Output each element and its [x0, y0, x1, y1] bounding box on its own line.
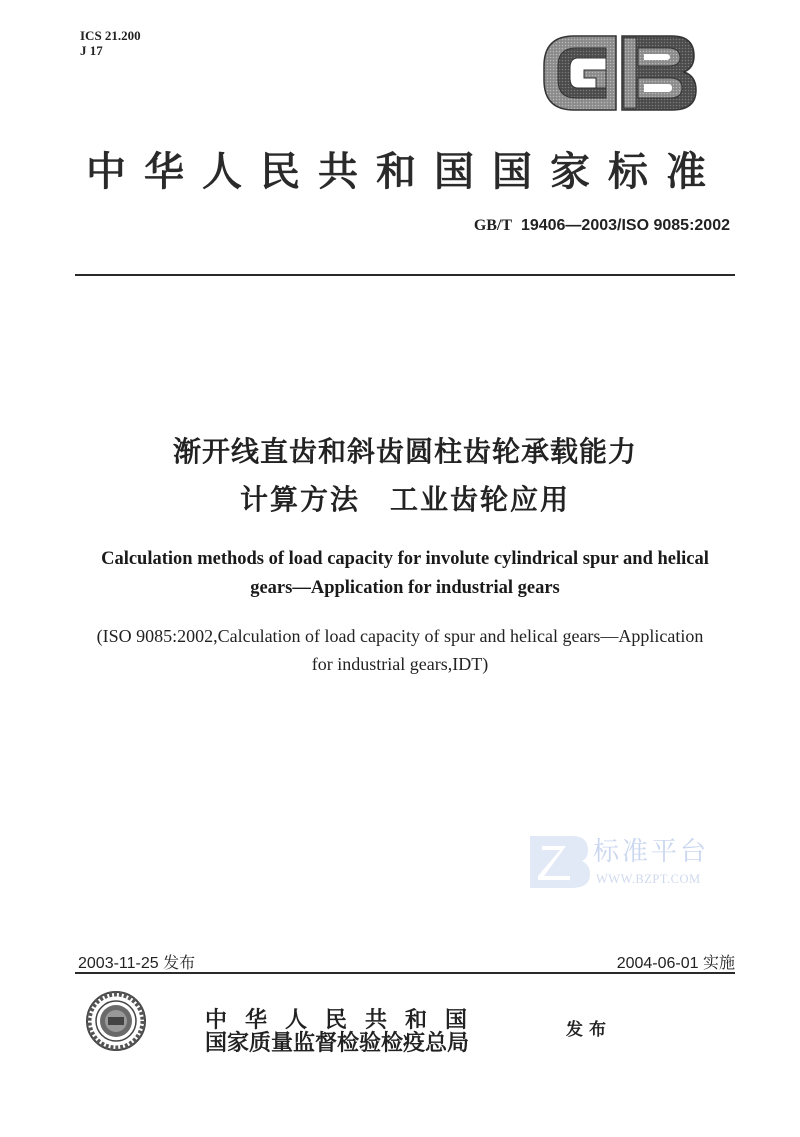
issue-action: 发布	[566, 1020, 612, 1040]
gb-logo-icon	[540, 32, 698, 114]
classification-codes	[80, 28, 141, 58]
watermark-brand: 标准平台	[593, 837, 710, 867]
standard-prefix: GB/T	[473, 217, 513, 234]
english-title: Calculation methods of load capacity for involute cylindrical spur and helical gears—Application for industrial gears	[101, 549, 709, 598]
chinese-title-line-1: 渐开线直齿和斜齿圆柱齿轮承载能力	[172, 435, 637, 468]
iso-equivalence-note: (ISO 9085:2002,Calculation of load capacity of spur and helical gears—Application for industrial gears,IDT)	[96, 626, 704, 674]
bottom-divider	[75, 972, 735, 974]
official-seal-icon	[85, 990, 147, 1052]
standard-code: 19406—2003/ISO 9085:2002	[520, 217, 730, 234]
ics-code: ICS 21.200	[80, 28, 141, 43]
effective-date: 2004-06-01 实施	[616, 955, 735, 972]
top-divider	[75, 274, 735, 276]
national-standard-title: 中华人民共和国国家标准	[86, 148, 724, 195]
issuer-agency: 国家质量监督检验检疫总局	[205, 1030, 470, 1056]
standard-number	[474, 217, 730, 235]
watermark-url: WWW.BZPT.COM	[596, 872, 701, 886]
issuer-country: 中华人民共和国	[205, 1007, 486, 1033]
ccs-code: J 17	[80, 43, 103, 58]
chinese-title-line-2: 计算方法 工业齿轮应用	[239, 483, 570, 516]
publication-date: 2003-11-25 发布	[78, 955, 196, 972]
